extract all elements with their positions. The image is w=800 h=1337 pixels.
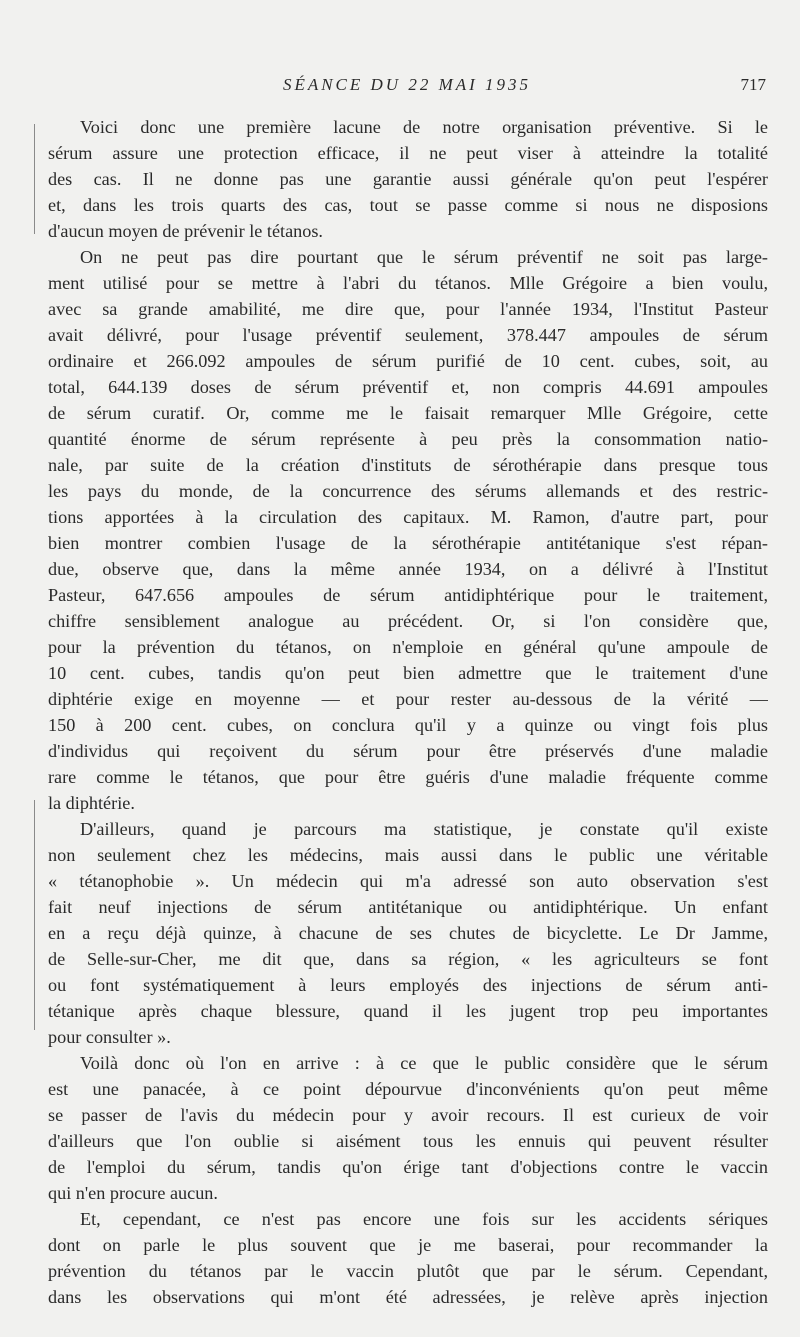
text-line: qui n'en procure aucun.: [48, 1183, 218, 1203]
text-line: Voici donc une première lacune de notre organisation préventive. Si le: [80, 117, 768, 137]
text-line: prévention du tétanos par le vaccin plutôt que par le sérum. Cependant,: [48, 1261, 768, 1281]
text-line: Et, cependant, ce n'est pas encore une fois sur les accidents sériques: [80, 1209, 768, 1229]
text-line: de Selle-sur-Cher, me dit que, dans sa région, « les agriculteurs se font: [48, 949, 768, 969]
text-line: ou font systématiquement à leurs employés des injections de sérum anti-: [48, 975, 768, 995]
text-line: se passer de l'avis du médecin pour y avoir recours. Il est curieux de voir: [48, 1105, 768, 1125]
text-line: chiffre sensiblement analogue au précédent. Or, si l'on considère que,: [48, 611, 768, 631]
text-line: « tétanophobie ». Un médecin qui m'a adressé son auto observation s'est: [48, 871, 768, 891]
text-line: et, dans les trois quarts des cas, tout se passe comme si nous ne disposions: [48, 195, 768, 215]
text-line: nale, par suite de la création d'instituts de sérothérapie dans presque tous: [48, 455, 768, 475]
text-line: On ne peut pas dire pourtant que le sérum préventif ne soit pas large-: [80, 247, 768, 267]
text-line: fait neuf injections de sérum antitétanique ou antidiphtérique. Un enfant: [48, 897, 768, 917]
text-line: ordinaire et 266.092 ampoules de sérum purifié de 10 cent. cubes, soit, au: [48, 351, 768, 371]
text-line: diphtérie exige en moyenne — et pour rester au-dessous de la vérité —: [48, 689, 768, 709]
text-line: avec sa grande amabilité, me dire que, pour l'année 1934, l'Institut Pasteur: [48, 299, 768, 319]
text-line: pour la prévention du tétanos, on n'emploie en général qu'une ampoule de: [48, 637, 768, 657]
text-line: dont on parle le plus souvent que je me baserai, pour recommander la: [48, 1235, 768, 1255]
text-line: quantité énorme de sérum représente à peu près la consommation natio-: [48, 429, 768, 449]
text-line: avait délivré, pour l'usage préventif seulement, 378.447 ampoules de sérum: [48, 325, 768, 345]
margin-bracket-mark: [34, 124, 43, 234]
text-line: 150 à 200 cent. cubes, on conclura qu'il y a quinze ou vingt fois plus: [48, 715, 768, 735]
text-line: de l'emploi du sérum, tandis qu'on érige tant d'objections contre le vaccin: [48, 1157, 768, 1177]
text-line: d'aucun moyen de prévenir le tétanos.: [48, 221, 323, 241]
text-line: Pasteur, 647.656 ampoules de sérum antidiphtérique pour le traitement,: [48, 585, 768, 605]
text-line: D'ailleurs, quand je parcours ma statistique, je constate qu'il existe: [80, 819, 768, 839]
text-line: les pays du monde, de la concurrence des sérums allemands et des restric-: [48, 481, 768, 501]
text-line: dans les observations qui m'ont été adressées, je relève après injection: [48, 1287, 768, 1307]
text-line: bien montrer combien l'usage de la sérothérapie antitétanique s'est répan-: [48, 533, 768, 553]
text-line: tions apportées à la circulation des capitaux. M. Ramon, d'autre part, pour: [48, 507, 768, 527]
text-line: d'individus qui reçoivent du sérum pour être préservés d'une maladie: [48, 741, 768, 761]
text-line: la diphtérie.: [48, 793, 135, 813]
text-line: de sérum curatif. Or, comme me le faisait remarquer Mlle Grégoire, cette: [48, 403, 768, 423]
text-line: 10 cent. cubes, tandis qu'on peut bien admettre que le traitement d'une: [48, 663, 768, 683]
text-line: total, 644.139 doses de sérum préventif et, non compris 44.691 ampoules: [48, 377, 768, 397]
text-line: rare comme le tétanos, que pour être guéris d'une maladie fréquente comme: [48, 767, 768, 787]
text-line: tétanique après chaque blessure, quand il les jugent trop peu importantes: [48, 1001, 768, 1021]
page-header: [48, 70, 766, 100]
text-line: non seulement chez les médecins, mais aussi dans le public une véritable: [48, 845, 768, 865]
text-line: des cas. Il ne donne pas une garantie aussi générale qu'on peut l'espérer: [48, 169, 768, 189]
text-line: sérum assure une protection efficace, il ne peut viser à atteindre la totalité: [48, 143, 768, 163]
text-line: Voilà donc où l'on en arrive : à ce que le public considère que le sérum: [80, 1053, 768, 1073]
article-body: [48, 114, 768, 1310]
text-line: d'ailleurs que l'on oublie si aisément tous les ennuis qui peuvent résulter: [48, 1131, 768, 1151]
text-line: est une panacée, à ce point dépourvue d'inconvénients qu'on peut même: [48, 1079, 768, 1099]
page-number: 717: [740, 75, 766, 94]
running-title: SÉANCE DU 22 MAI 1935: [282, 75, 532, 94]
text-line: en a reçu déjà quinze, à chacune de ses chutes de bicyclette. Le Dr Jamme,: [48, 923, 768, 943]
text-line: pour consulter ».: [48, 1027, 171, 1047]
text-line: due, observe que, dans la même année 1934, on a délivré à l'Institut: [48, 559, 768, 579]
margin-bracket-mark: [34, 800, 43, 1030]
text-line: ment utilisé pour se mettre à l'abri du tétanos. Mlle Grégoire a bien voulu,: [48, 273, 768, 293]
